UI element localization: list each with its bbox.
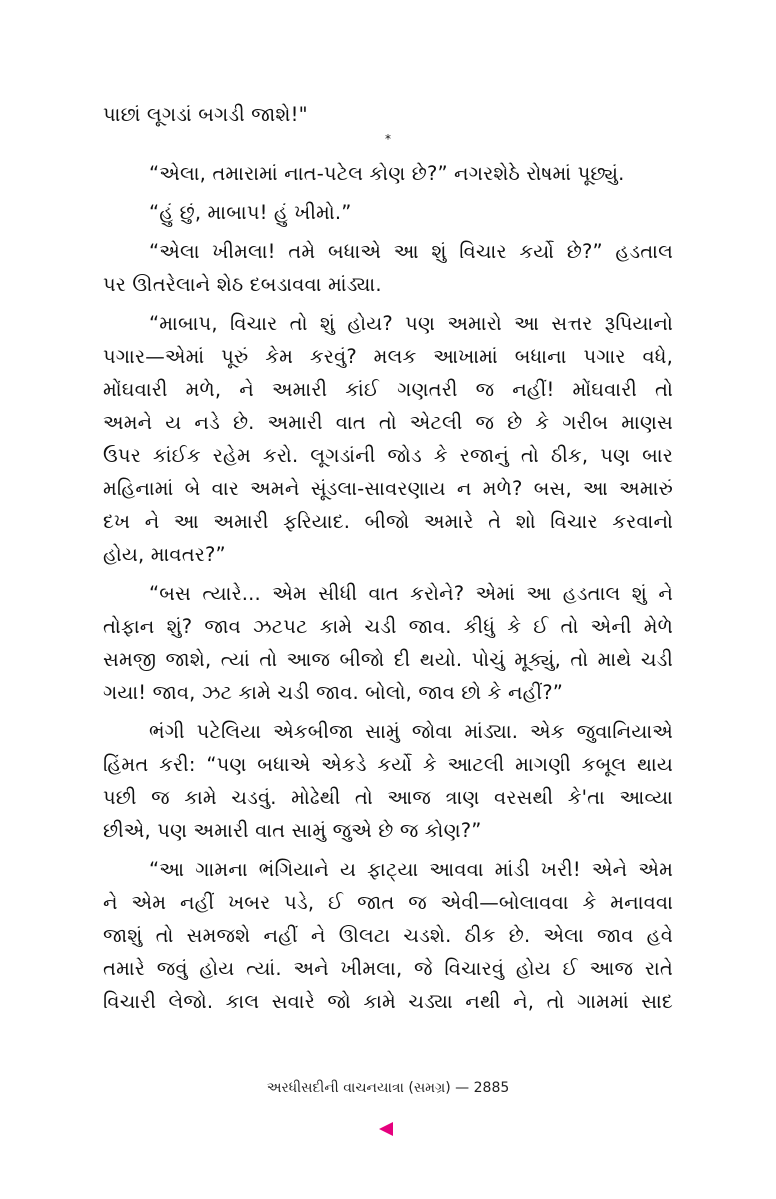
paragraph-line: “એલા, તમારામાં નાત-પટેલ કોણ છે?” નગરશેઠે રોષમાં પૂછ્યું. (149, 162, 625, 185)
paragraph-line: મોંઘવારી મળે, ને અમારી કાંઈ ગણતરી જ નહીં! મોંઘવારી તો (103, 378, 673, 401)
paragraph-line: હિંમત કરી: “પણ બધાએ એકડે કર્યો કે આટલી માગણી કબૂલ થાય (103, 753, 673, 776)
paragraph-2 (103, 196, 673, 229)
paragraph-line: વિચારી લેજો. કાલ સવારે જો કામે ચડ્યા નથી ને, તો ગામમાં સાદ (103, 990, 673, 1013)
paragraph-line: પર ઊતરેલાને શેઠ દબડાવવા માંડ્યા. (103, 273, 382, 296)
paragraph-line: ગયા! જાવ, ઝટ કામે ચડી જાવ. બોલો, જાવ છો કે નહીં?” (103, 681, 563, 704)
paragraph-line: સમજી જાશે, ત્યાં તો આજ બીજો દી થયો. પોચું મૂક્યું, તો માથે ચડી (103, 648, 673, 671)
paragraph-line: “આ ગામના ભંગિયાને ય ફાટ્યા આવવા માંડી ખરી! એને એમ (149, 858, 673, 881)
paragraph-line: “બસ ત્યારે... એમ સીધી વાત કરોને? એમાં આ હડતાલ શું ને (149, 582, 673, 605)
paragraph-line: “હું છું, માબાપ! હું ખીમો.” (149, 201, 352, 224)
paragraph-line: તમારે જવું હોય ત્યાં. અને ખીમલા, જે વિચારવું હોય ઈ આજ રાતે (103, 957, 673, 980)
paragraph-line: દખ ને આ અમારી ફરિયાદ. બીજો અમારે તે શો વિચાર કરવાનો (103, 510, 673, 533)
paragraph-line: “એલા ખીમલા! તમે બધાએ આ શું વિચાર કર્યો છે?” હડતાલ (149, 240, 673, 263)
paragraph-line: “માબાપ, વિચાર તો શું હોય? પણ અમારો આ સત્તર રૂપિયાનો (149, 312, 673, 335)
paragraph-5 (103, 577, 673, 709)
paragraph-line: છીએ, પણ અમારી વાત સામું જુએ છે જ કોણ?” (103, 819, 482, 842)
paragraph-line: ઉપર કાંઈક રહેમ કરો. લૂગડાંની જોડ કે રજાનું તો ઠીક, પણ બાર (103, 444, 673, 467)
paragraph-line: હોય, માવતર?” (103, 543, 226, 566)
triangle-left-icon[interactable] (379, 1122, 393, 1136)
paragraph-line: પછી જ કામે ચડવું. મોઢેથી તો આજ ત્રાણ વરસથી કે'તા આવ્યા (103, 786, 673, 809)
paragraph-6 (103, 715, 673, 847)
paragraph-3 (103, 235, 673, 301)
paragraph-4 (103, 307, 673, 571)
page-body (103, 98, 673, 1024)
paragraph-line: જાશું તો સમજશે નહીં ને ઊલટા ચડશે. ઠીક છે. એલા જાવ હવે (103, 924, 673, 947)
paragraph-7 (103, 853, 673, 1018)
paragraph-line: તોફાન શું? જાવ ઝટપટ કામે ચડી જાવ. કીધું કે ઈ તો એની મેળે (103, 615, 673, 638)
section-separator: * (385, 132, 391, 146)
page-footer: અરધીસદીની વાચનયાત્રા (સમગ્ર) — 2885 (266, 1080, 510, 1096)
opening-line: પાછાં લૂગડાં બગડી જાશે!" (103, 103, 308, 126)
paragraph-line: ને એમ નહીં ખબર પડે, ઈ જાત જ એવી—બોલાવવા કે મનાવવા (103, 891, 673, 914)
paragraph-line: અમને ય નડે છે. અમારી વાત તો એટલી જ છે કે ગરીબ માણસ (103, 411, 673, 434)
paragraph-1 (103, 157, 673, 190)
paragraph-line: મહિનામાં બે વાર અમને સૂંડલા-સાવરણાય ન મળે? બસ, આ અમારું (103, 477, 673, 500)
paragraph-line: પગાર—એમાં પૂરું કેમ કરવું? મલક આખામાં બધાના પગાર વધે, (103, 345, 673, 368)
paragraph-line: ભંગી પટેલિયા એકબીજા સામું જોવા માંડ્યા. એક જુવાનિયાએ (149, 720, 673, 743)
